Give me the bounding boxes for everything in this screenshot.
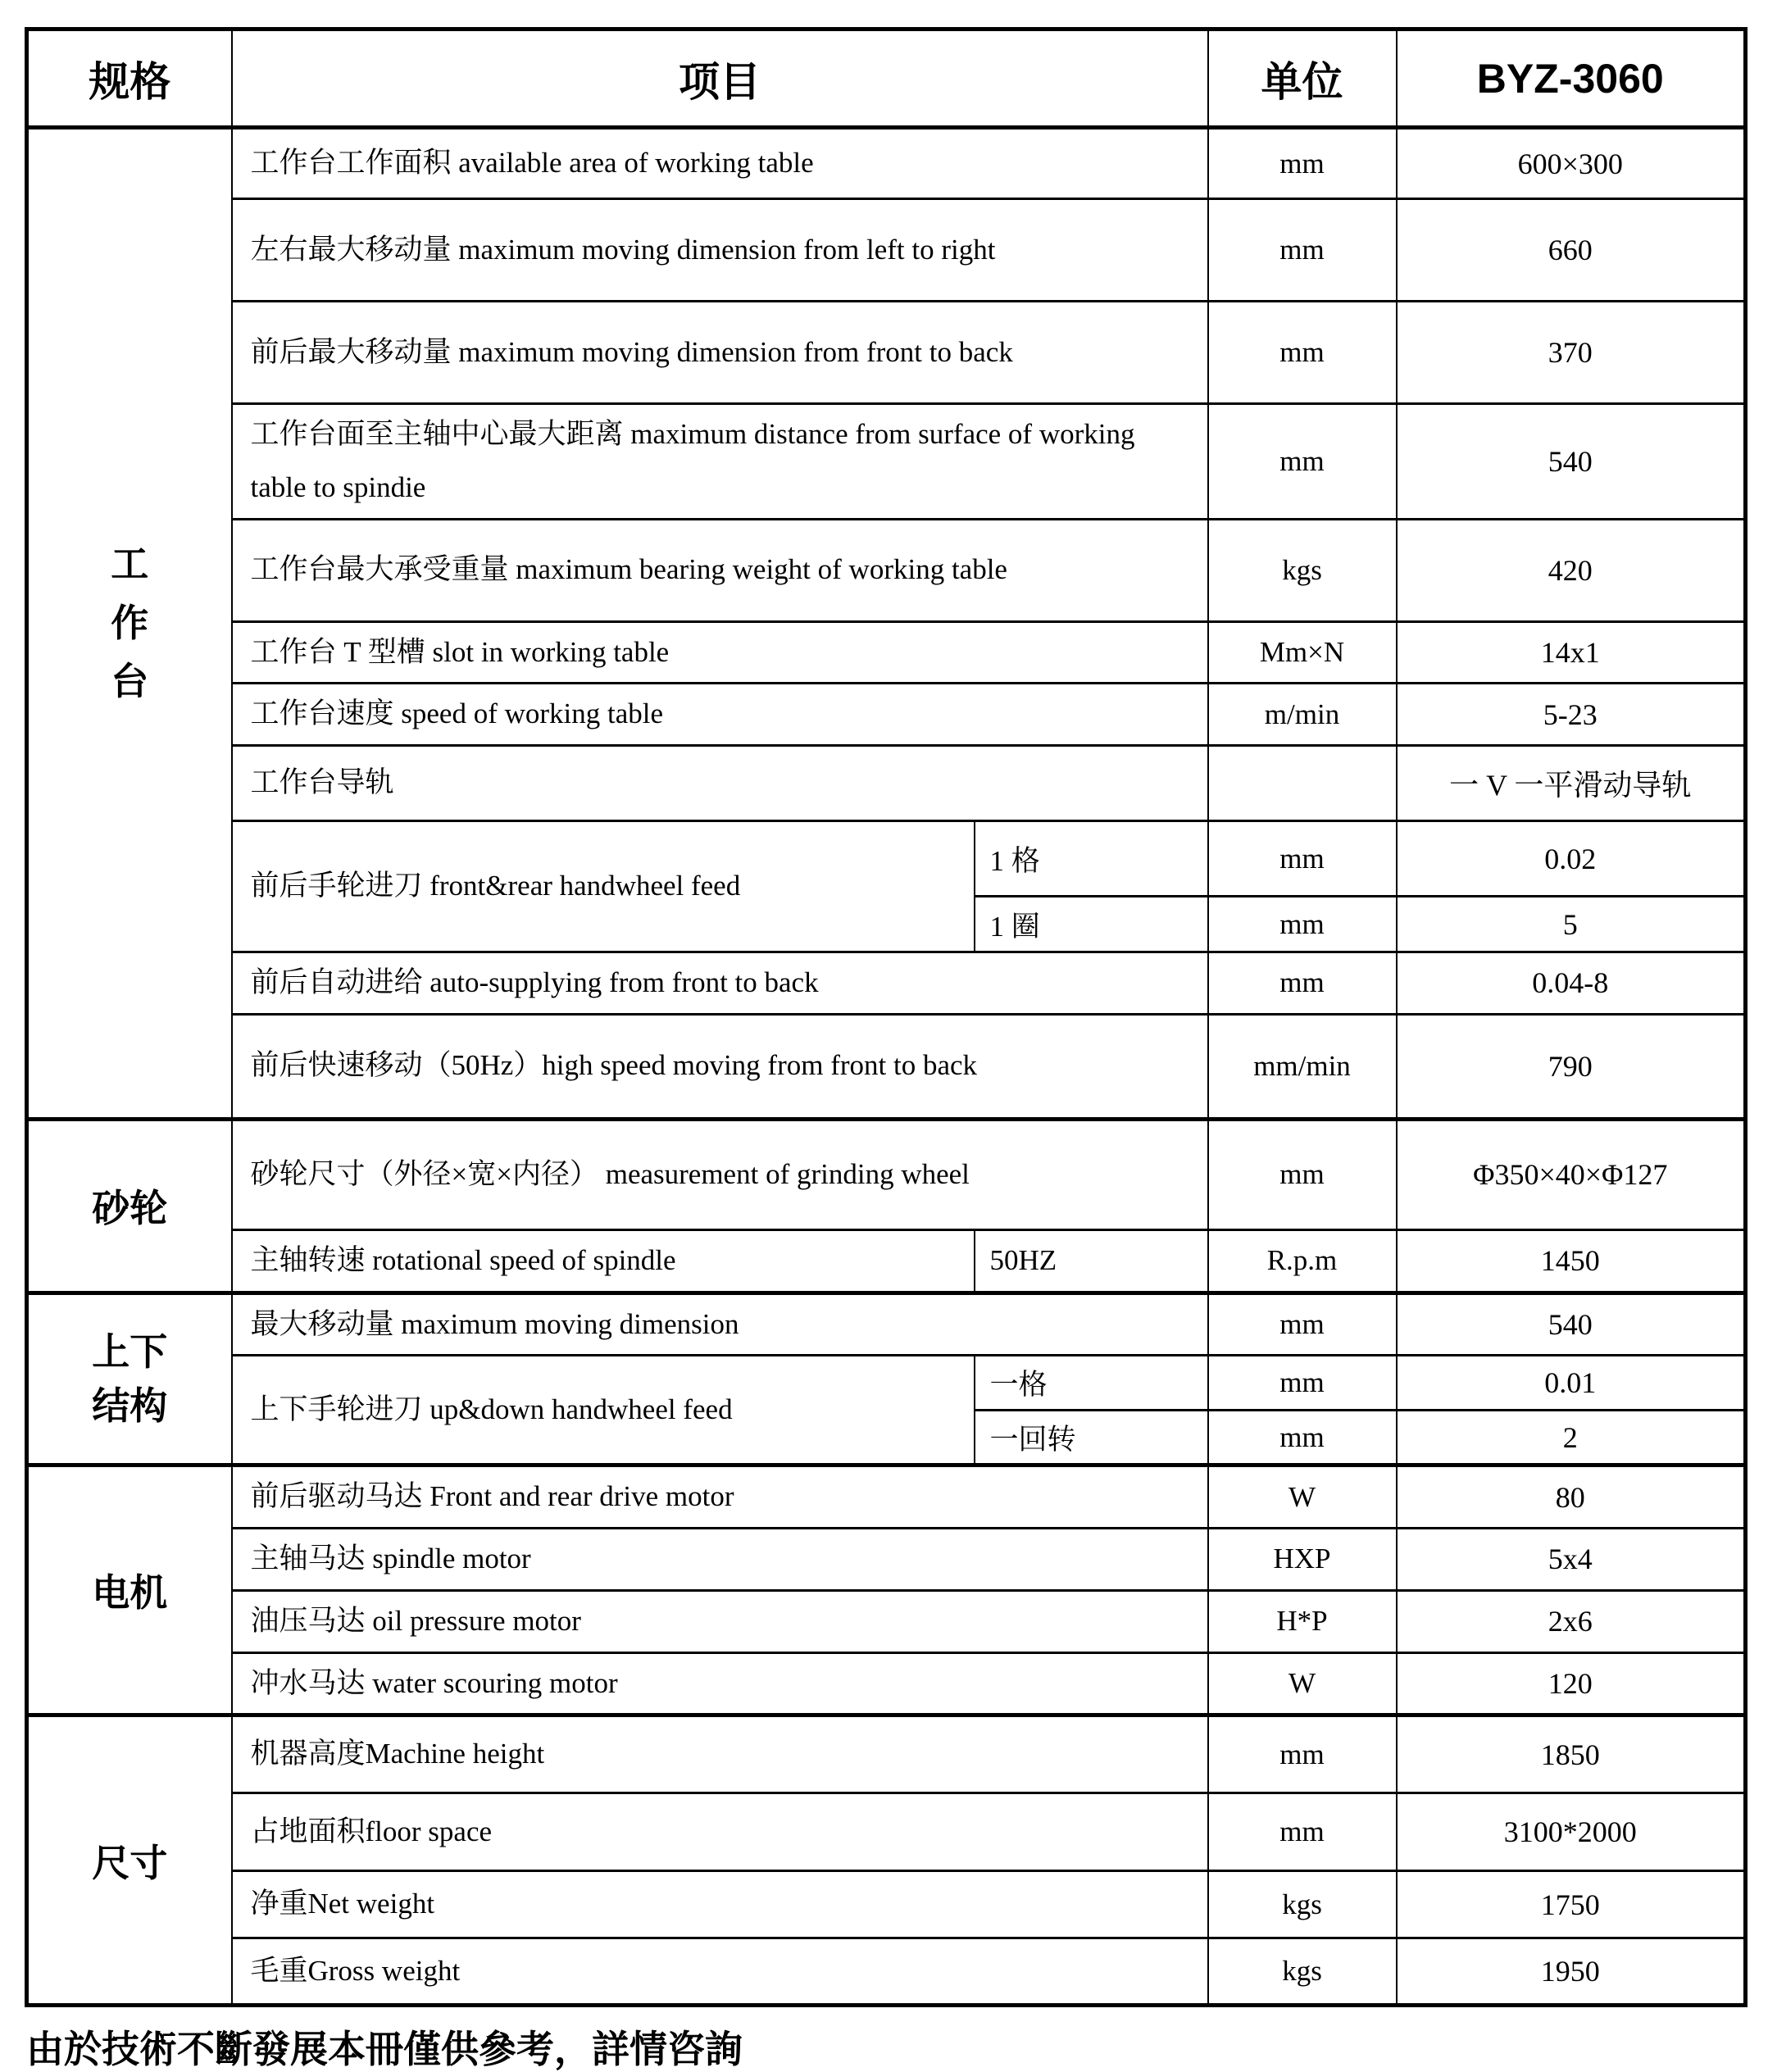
group-label-worktable: 工作台 <box>27 128 232 1120</box>
value-cell: 1850 <box>1397 1715 1746 1793</box>
item-cell: 主轴转速 rotational speed of spindle <box>232 1229 975 1293</box>
item-cell: 最大移动量 maximum moving dimension <box>232 1293 1208 1356</box>
value-cell: 14x1 <box>1397 621 1746 684</box>
value-cell: 1750 <box>1397 1871 1746 1938</box>
table-row <box>27 684 1746 746</box>
unit-cell: mm <box>1208 1356 1397 1411</box>
table-row <box>27 1652 1746 1715</box>
unit-cell <box>1208 746 1397 821</box>
item-cell: 油压马达 oil pressure motor <box>232 1590 1208 1652</box>
item-cell: 左右最大移动量 maximum moving dimension from left to right <box>232 199 1208 302</box>
table-row <box>27 1356 1746 1411</box>
table-row <box>27 519 1746 621</box>
table-row <box>27 404 1746 520</box>
table-row <box>27 1119 1746 1229</box>
value-cell: 5 <box>1397 897 1746 952</box>
item-cell: 前后驱动马达 Front and rear drive motor <box>232 1465 1208 1529</box>
value-cell: 0.04-8 <box>1397 952 1746 1015</box>
value-cell: 5x4 <box>1397 1529 1746 1591</box>
table-row <box>27 1465 1746 1529</box>
item-cell: 净重Net weight <box>232 1871 1208 1938</box>
value-cell: 120 <box>1397 1652 1746 1715</box>
table-row <box>27 302 1746 404</box>
unit-cell: mm <box>1208 1293 1397 1356</box>
group-label-dimension: 尺寸 <box>27 1715 232 2006</box>
header-cell-spec: 规格 <box>27 30 232 128</box>
unit-cell: W <box>1208 1465 1397 1529</box>
unit-cell: mm <box>1208 128 1397 199</box>
unit-cell: H*P <box>1208 1590 1397 1652</box>
unit-cell: mm <box>1208 1715 1397 1793</box>
value-cell: 600×300 <box>1397 128 1746 199</box>
value-cell: 660 <box>1397 199 1746 302</box>
value-cell: 一 V 一平滑动导轨 <box>1397 746 1746 821</box>
table-row <box>27 1793 1746 1871</box>
value-cell: 420 <box>1397 519 1746 621</box>
value-cell: 5-23 <box>1397 684 1746 746</box>
table-row <box>27 621 1746 684</box>
unit-cell: kgs <box>1208 1938 1397 2006</box>
item-cell: 工作台速度 speed of working table <box>232 684 1208 746</box>
table-row <box>27 1871 1746 1938</box>
item-cell: 冲水马达 water scouring motor <box>232 1652 1208 1715</box>
value-cell: 540 <box>1397 404 1746 520</box>
unit-cell: mm <box>1208 1119 1397 1229</box>
unit-cell: mm <box>1208 404 1397 520</box>
group-label-grinding-wheel: 砂轮 <box>27 1119 232 1293</box>
value-cell: 1450 <box>1397 1229 1746 1293</box>
table-row <box>27 1014 1746 1119</box>
sub-cell: 一格 <box>975 1356 1208 1411</box>
spec-table <box>25 27 1748 2007</box>
sub-cell: 50HZ <box>975 1229 1208 1293</box>
unit-cell: mm <box>1208 821 1397 897</box>
unit-cell: R.p.m <box>1208 1229 1397 1293</box>
item-cell: 工作台最大承受重量 maximum bearing weight of working table <box>232 519 1208 621</box>
item-cell: 工作台面至主轴中心最大距离 maximum distance from surface of working table to spindie <box>232 404 1208 520</box>
table-row <box>27 1229 1746 1293</box>
unit-cell: W <box>1208 1652 1397 1715</box>
value-cell: 0.02 <box>1397 821 1746 897</box>
value-cell: 1950 <box>1397 1938 1746 2006</box>
header-cell-unit: 单位 <box>1208 30 1397 128</box>
item-cell: 砂轮尺寸（外径×宽×内径） measurement of grinding wheel <box>232 1119 1208 1229</box>
unit-cell: Mm×N <box>1208 621 1397 684</box>
item-cell: 前后手轮进刀 front&rear handwheel feed <box>232 821 975 952</box>
table-row <box>27 821 1746 897</box>
value-cell: 540 <box>1397 1293 1746 1356</box>
sub-cell: 一回转 <box>975 1411 1208 1465</box>
table-row <box>27 746 1746 821</box>
unit-cell: mm <box>1208 952 1397 1015</box>
table-row <box>27 952 1746 1015</box>
item-cell: 前后快速移动（50Hz）high speed moving from front to back <box>232 1014 1208 1119</box>
header-row <box>27 30 1746 128</box>
table-row <box>27 1715 1746 1793</box>
value-cell: 3100*2000 <box>1397 1793 1746 1871</box>
value-cell: 2x6 <box>1397 1590 1746 1652</box>
item-cell: 占地面积floor space <box>232 1793 1208 1871</box>
unit-cell: mm/min <box>1208 1014 1397 1119</box>
value-cell: 0.01 <box>1397 1356 1746 1411</box>
unit-cell: mm <box>1208 1411 1397 1465</box>
value-cell: 2 <box>1397 1411 1746 1465</box>
item-cell: 机器高度Machine height <box>232 1715 1208 1793</box>
footer-note: 由於技術不斷發展本冊僅供參考，詳情咨詢 <box>26 2029 743 2071</box>
value-cell: Φ350×40×Φ127 <box>1397 1119 1746 1229</box>
unit-cell: HXP <box>1208 1529 1397 1591</box>
item-cell: 毛重Gross weight <box>232 1938 1208 2006</box>
header-cell-item: 项目 <box>232 30 1208 128</box>
sub-cell: 1 圈 <box>975 897 1208 952</box>
item-cell: 工作台导轨 <box>232 746 1208 821</box>
unit-cell: m/min <box>1208 684 1397 746</box>
unit-cell: kgs <box>1208 519 1397 621</box>
unit-cell: mm <box>1208 302 1397 404</box>
sub-cell: 1 格 <box>975 821 1208 897</box>
item-cell: 前后自动进给 auto-supplying from front to back <box>232 952 1208 1015</box>
table-row <box>27 1590 1746 1652</box>
value-cell: 370 <box>1397 302 1746 404</box>
item-cell: 工作台 T 型槽 slot in working table <box>232 621 1208 684</box>
table-row <box>27 1938 1746 2006</box>
unit-cell: mm <box>1208 199 1397 302</box>
item-cell: 前后最大移动量 maximum moving dimension from front to back <box>232 302 1208 404</box>
table-row <box>27 1529 1746 1591</box>
unit-cell: mm <box>1208 1793 1397 1871</box>
table-row <box>27 199 1746 302</box>
unit-cell: kgs <box>1208 1871 1397 1938</box>
unit-cell: mm <box>1208 897 1397 952</box>
table-row <box>27 1293 1746 1356</box>
header-cell-model: BYZ-3060 <box>1397 30 1746 128</box>
item-cell: 工作台工作面积 available area of working table <box>232 128 1208 199</box>
value-cell: 790 <box>1397 1014 1746 1119</box>
item-cell: 上下手轮进刀 up&down handwheel feed <box>232 1356 975 1465</box>
table-row <box>27 128 1746 199</box>
group-label-updown-structure: 上下结构 <box>27 1293 232 1465</box>
value-cell: 80 <box>1397 1465 1746 1529</box>
item-cell: 主轴马达 spindle motor <box>232 1529 1208 1591</box>
group-label-motor: 电机 <box>27 1465 232 1715</box>
